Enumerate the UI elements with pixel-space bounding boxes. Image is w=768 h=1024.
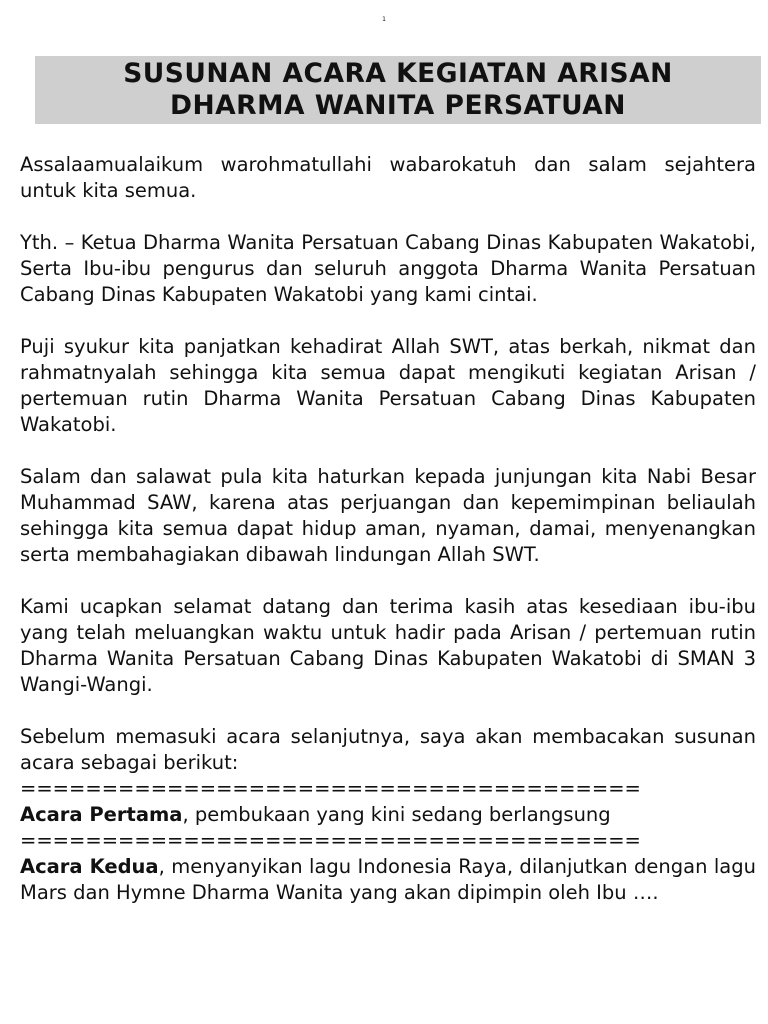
title-line-2: DHARMA WANITA PERSATUAN	[170, 90, 626, 121]
paragraph-welcome: Kami ucapkan selamat datang dan terima kasih atas kesediaan ibu-ibu yang telah meluangkan waktu untuk hadir pada Arisan / pertemuan rutin Dharma Wanita Persatuan Cabang Dinas Kabupaten Wakatobi di SMAN 3 Wangi-Wangi.	[20, 595, 756, 696]
agenda-item-1	[20, 802, 756, 828]
title-line-1: SUSUNAN ACARA KEGIATAN ARISAN	[123, 58, 673, 89]
agenda-item-1-text: , pembukaan yang kini sedang berlangsung	[182, 803, 611, 826]
title-banner	[35, 56, 761, 124]
agenda-item-1-label: Acara Pertama	[20, 803, 183, 826]
agenda-item-2-text: , menyanyikan lagu Indonesia Raya, dilanjutkan dengan lagu Mars dan Hymne Dharma Wanita yang akan dipimpin oleh Ibu ….	[20, 855, 756, 904]
paragraph-intro-agenda: Sebelum memasuki acara selanjutnya, saya akan membacakan susunan acara sebagai berikut:	[20, 725, 756, 774]
paragraph-greeting: Assalaamualaikum warohmatullahi wabarokatuh dan salam sejahtera untuk kita semua.	[20, 153, 756, 202]
agenda-item-2	[20, 854, 756, 906]
separator-line: ======================================	[20, 829, 641, 852]
paragraph-gratitude: Puji syukur kita panjatkan kehadirat Allah SWT, atas berkah, nikmat dan rahmatnyalah sehingga kita semua dapat mengikuti kegiatan Arisan / pertemuan rutin Dharma Wanita Persatuan Cabang Dinas Kabupaten Wakatobi.	[20, 335, 756, 436]
page-number: 1	[382, 16, 386, 23]
paragraph-salawat: Salam dan salawat pula kita haturkan kepada junjungan kita Nabi Besar Muhammad SAW, karena atas perjuangan dan kepemimpinan beliaulah sehingga kita semua dapat hidup aman, nyaman, damai, menyenangkan serta membahagiakan dibawah lindungan Allah SWT.	[20, 465, 756, 566]
agenda-item-2-label: Acara Kedua	[20, 855, 159, 878]
separator-line: ======================================	[20, 777, 641, 800]
document-body	[20, 152, 756, 906]
paragraph-salutation: Yth. – Ketua Dharma Wanita Persatuan Cabang Dinas Kabupaten Wakatobi, Serta Ibu-ibu pengurus dan seluruh anggota Dharma Wanita Persatuan Cabang Dinas Kabupaten Wakatobi yang kami cintai.	[20, 231, 756, 306]
